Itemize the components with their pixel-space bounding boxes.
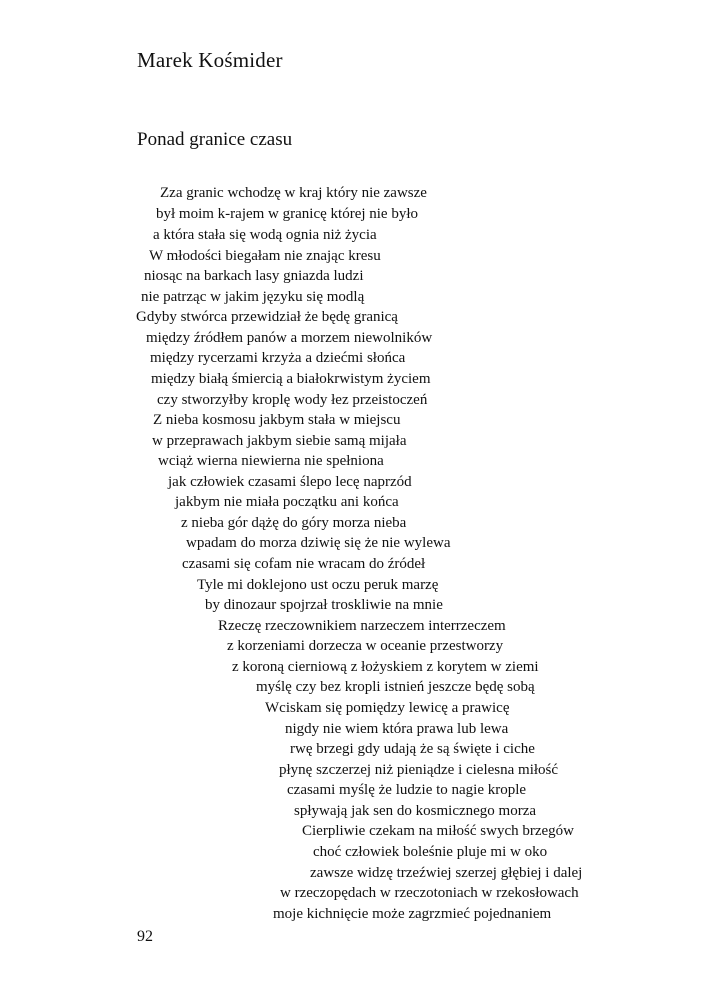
poem-line: między rycerzami krzyża a dziećmi słońca (150, 350, 406, 366)
poem-line: płynę szczerzej niż pieniądze i cielesna miłość (279, 762, 559, 778)
poem-line: czy stworzyłby kroplę wody łez przeistoczeń (157, 392, 428, 408)
poem-line: z nieba gór dążę do góry morza nieba (181, 515, 407, 531)
poem-line: Rzeczę rzeczownikiem narzeczem interrzeczem (218, 618, 506, 634)
poem-line: jakbym nie miała początku ani końca (175, 494, 399, 510)
poem-line: choć człowiek boleśnie pluje mi w oko (313, 844, 548, 860)
poem-line: w przeprawach jakbym siebie samą mijała (152, 433, 407, 449)
poem-line: Tyle mi doklejono ust oczu peruk marzę (197, 577, 439, 593)
poem-line: zawsze widzę trzeźwiej szerzej głębiej i dalej (310, 865, 583, 881)
poem-line: był moim k-rajem w granicę której nie było (156, 206, 419, 222)
poem-line: Cierpliwie czekam na miłość swych brzegów (302, 823, 574, 839)
poem-line: z koroną cierniową z łożyskiem z korytem w ziemi (232, 659, 539, 675)
poem-line: by dinozaur spojrzał troskliwie na mnie (205, 597, 443, 613)
page-number: 92 (137, 928, 153, 945)
poem-line: między źródłem panów a morzem niewolników (146, 330, 433, 346)
poem-line: Wciskam się pomiędzy lewicę a prawicę (265, 700, 510, 716)
poem-line: Z nieba kosmosu jakbym stała w miejscu (153, 412, 401, 428)
poem-line: a która stała się wodą ognia niż życia (153, 227, 377, 243)
poem-line: spływają jak sen do kosmicznego morza (294, 803, 537, 819)
poem-line: rwę brzegi gdy udają że są święte i ciche (290, 741, 535, 757)
poem-title: Ponad granice czasu (137, 129, 293, 150)
poem-line: w rzeczopędach w rzeczotoniach w rzekosłowach (280, 885, 579, 901)
poem-line: wpadam do morza dziwię się że nie wylewa (186, 535, 451, 551)
poem-line: czasami myślę że ludzie to nagie krople (287, 782, 527, 798)
poem-line: niosąc na barkach lasy gniazda ludzi (144, 268, 364, 284)
poem-line: wciąż wierna niewierna nie spełniona (158, 453, 384, 469)
poem-line: myślę czy bez kropli istnień jeszcze będę sobą (256, 679, 535, 695)
poem-line: nie patrząc w jakim języku się modlą (141, 289, 365, 305)
poem-line: moje kichnięcie może zagrzmieć pojednaniem (273, 906, 552, 922)
poem-line: Gdyby stwórca przewidział że będę granicą (136, 309, 398, 325)
author-name: Marek Kośmider (137, 48, 283, 72)
poem-line: między białą śmiercią a białokrwistym życiem (151, 371, 431, 387)
poem-line: Zza granic wchodzę w kraj który nie zawsze (160, 185, 427, 201)
poem-line: W młodości biegałam nie znając kresu (149, 248, 381, 264)
poem-line: nigdy nie wiem która prawa lub lewa (285, 721, 509, 737)
poem-line: z korzeniami dorzecza w oceanie przestworzy (227, 638, 504, 654)
poem-line: czasami się cofam nie wracam do źródeł (182, 556, 426, 572)
poem-line: jak człowiek czasami ślepo lecę naprzód (168, 474, 412, 490)
